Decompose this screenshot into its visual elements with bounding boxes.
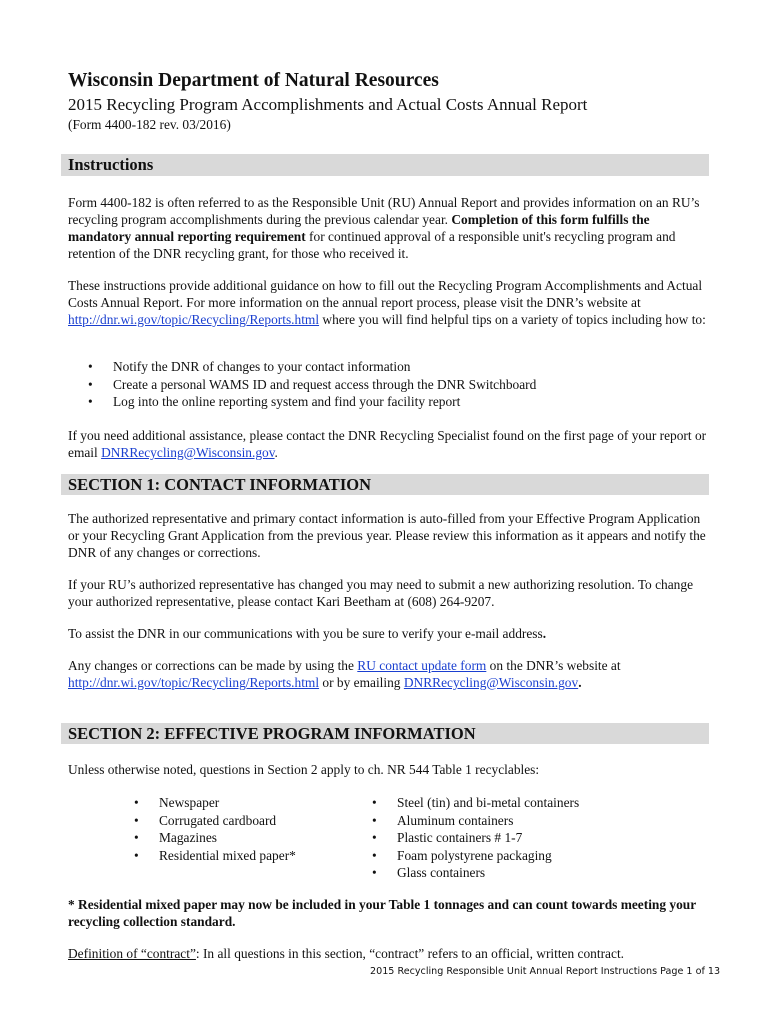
list-item: • Magazines	[134, 829, 296, 847]
section-1-paragraph-3	[68, 625, 708, 642]
dnr-email-link[interactable]: DNRRecycling@Wisconsin.gov	[101, 445, 275, 460]
section-2-intro: Unless otherwise noted, questions in Section 2 apply to ch. NR 544 Table 1 recyclables:	[68, 762, 540, 777]
section-1-heading: SECTION 1: CONTACT INFORMATION	[61, 474, 709, 495]
instructions-paragraph-3	[68, 427, 708, 461]
emphasis-text: .	[578, 675, 582, 690]
paragraph-text: where you will find helpful tips on a variety of topics including how to:	[319, 312, 706, 327]
page-footer: 2015 Recycling Responsible Unit Annual Report Instructions Page 1 of 13	[370, 966, 721, 977]
section-2-note: * Residential mixed paper may now be included in your Table 1 tonnages and can count towards meeting your recycling collection standard.	[68, 897, 696, 929]
reports-page-link[interactable]: http://dnr.wi.gov/topic/Recycling/Reports.html	[68, 312, 320, 327]
list-item: • Notify the DNR of changes to your contact information	[88, 358, 536, 376]
instructions-bullet-list	[88, 358, 536, 411]
form-number: (Form 4400-182 rev. 03/2016)	[68, 117, 231, 132]
instructions-heading: Instructions	[61, 154, 709, 176]
recyclables-list-right	[372, 794, 579, 882]
organization-title: Wisconsin Department of Natural Resources	[68, 70, 439, 91]
list-item: • Foam polystyrene packaging	[372, 847, 579, 865]
list-item: • Newspaper	[134, 794, 296, 812]
list-item: • Glass containers	[372, 864, 579, 882]
paragraph-text: If you need additional assistance, please contact the DNR Recycling Specialist found on the first page of your report or email	[68, 428, 707, 460]
list-item: • Residential mixed paper*	[134, 847, 296, 865]
report-title: 2015 Recycling Program Accomplishments and Actual Costs Annual Report	[68, 95, 588, 114]
paragraph-text: To assist the DNR in our communications with you be sure to verify your e-mail address	[68, 626, 543, 641]
paragraph-text: on the DNR’s website at	[486, 658, 621, 673]
list-item: • Steel (tin) and bi-metal containers	[372, 794, 579, 812]
paragraph-text: These instructions provide additional guidance on how to fill out the Recycling Program Accomplishments and Actual Costs Annual Report. For more information on the annual report process, please visit the DNR’s website at	[68, 278, 703, 310]
definition-term: Definition of “contract”	[68, 946, 196, 961]
reports-page-link[interactable]: http://dnr.wi.gov/topic/Recycling/Reports.html	[68, 675, 320, 690]
recyclables-list-left	[134, 794, 296, 864]
paragraph-text: or by emailing	[319, 675, 404, 690]
emphasis-text: Completion of this form fulfills the mandatory annual reporting requirement	[68, 212, 650, 244]
list-item: • Corrugated cardboard	[134, 812, 296, 830]
paragraph-text: Any changes or corrections can be made by using the	[68, 658, 358, 673]
ru-contact-update-form-link[interactable]: RU contact update form	[357, 658, 487, 673]
list-item: • Plastic containers # 1-7	[372, 829, 579, 847]
contract-definition	[68, 945, 708, 962]
definition-text: : In all questions in this section, “contract” refers to an official, written contract.	[195, 946, 625, 961]
dnr-email-link[interactable]: DNRRecycling@Wisconsin.gov	[403, 675, 579, 690]
section-1-paragraph-4	[68, 657, 708, 691]
paragraph-text: for continued approval of a responsible unit's recycling program and retention of the DNR recycling grant, for those who received it.	[68, 229, 676, 261]
section-2-heading: SECTION 2: EFFECTIVE PROGRAM INFORMATION	[61, 723, 709, 744]
emphasis-text: .	[542, 626, 547, 641]
instructions-paragraph-1	[68, 194, 708, 262]
list-item: • Log into the online reporting system and find your facility report	[88, 393, 536, 411]
section-1-paragraph-2: If your RU’s authorized representative has changed you may need to submit a new authorizing resolution. To change your authorized representative, please contact Kari Beetham at (608) 264-9207.	[68, 577, 694, 609]
section-1-paragraph-1: The authorized representative and primary contact information is auto-filled from your Effective Program Application or your Recycling Grant Application from the previous year. Please review this information as it appears and notify the DNR of any changes or corrections.	[68, 511, 706, 560]
list-item: • Create a personal WAMS ID and request access through the DNR Switchboard	[88, 376, 536, 394]
paragraph-text: .	[274, 445, 278, 460]
instructions-paragraph-2	[68, 277, 708, 328]
paragraph-text: Form 4400-182 is often referred to as the Responsible Unit (RU) Annual Report and provides information on an RU’s recycling program accomplishments during the previous calendar year.	[68, 195, 700, 227]
list-item: • Aluminum containers	[372, 812, 579, 830]
